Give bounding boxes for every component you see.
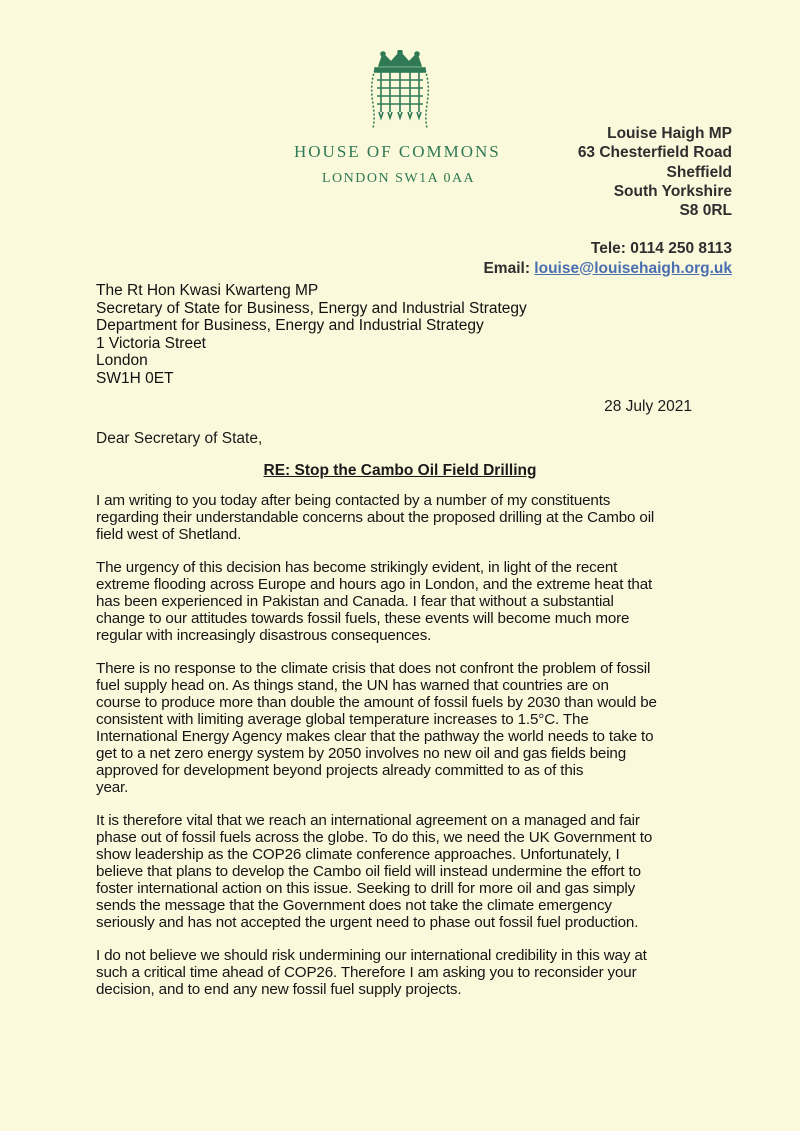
- subject-line: RE: Stop the Cambo Oil Field Drilling: [263, 462, 537, 479]
- telephone-number: 0114 250 8113: [630, 240, 732, 257]
- sender-address-line: 63 Chesterfield Road: [577, 144, 732, 162]
- body-line: fuel supply head on. As things stand, the UN has warned that countries are on: [96, 677, 609, 694]
- email-line: [483, 259, 732, 279]
- telephone-line: [483, 239, 732, 259]
- portcullis-crest-icon: [369, 50, 431, 130]
- contact-block: [483, 239, 732, 278]
- body-line: decision, and to end any new fossil fuel supply projects.: [96, 981, 462, 998]
- body-line: seriously and has not accepted the urgent need to phase out fossil fuel production.: [96, 914, 639, 931]
- body-paragraph: [96, 559, 736, 644]
- body-paragraph: [96, 947, 736, 998]
- body-paragraph: [96, 660, 736, 796]
- body-line: sends the message that the Government does not take the climate emergency: [96, 897, 612, 914]
- body-line: believe that plans to develop the Cambo oil field will instead undermine the effort to: [96, 863, 641, 880]
- body-line: regular with increasingly disastrous consequences.: [96, 627, 432, 644]
- email-link[interactable]: louise@louisehaigh.org.uk: [534, 259, 732, 277]
- body-line: The urgency of this decision has become strikingly evident, in light of the recent: [96, 559, 618, 576]
- body-line: consistent with limiting average global temperature increases to 1.5°C. The: [96, 711, 589, 728]
- body-line: regarding their understandable concerns about the proposed drilling at the Cambo oil: [96, 509, 655, 526]
- body-line: year.: [96, 779, 129, 796]
- recipient-line: Department for Business, Energy and Industrial Strategy: [96, 317, 484, 335]
- telephone-label: Tele:: [590, 240, 626, 257]
- body-paragraph: [96, 492, 736, 543]
- sender-address-line: S8 0RL: [679, 202, 732, 220]
- recipient-address: [96, 282, 527, 388]
- sender-name: Louise Haigh MP: [607, 125, 732, 142]
- body-line: get to a net zero energy system by 2050 involves no new oil and gas fields being: [96, 745, 627, 762]
- body-line: There is no response to the climate crisis that does not confront the problem of fossil: [96, 660, 651, 677]
- recipient-line: 1 Victoria Street: [96, 334, 206, 352]
- letter-body: [96, 492, 736, 1014]
- recipient-line: London: [96, 352, 148, 370]
- body-line: extreme flooding across Europe and hours ago in London, and the extreme heat that: [96, 576, 653, 593]
- email-label: Email:: [483, 259, 530, 277]
- salutation: Dear Secretary of State,: [96, 430, 263, 447]
- body-line: International Energy Agency makes clear that the pathway the world needs to take to: [96, 728, 654, 745]
- body-line: phase out of fossil fuels across the globe. To do this, we need the UK Government to: [96, 829, 653, 846]
- letterhead-organisation: HOUSE OF COMMONS: [294, 142, 501, 161]
- body-line: change to our attitudes towards fossil fuels, these events will become much more: [96, 610, 630, 627]
- body-line: foster international action on this issue. Seeking to drill for more oil and gas simply: [96, 880, 636, 897]
- body-line: It is therefore vital that we reach an international agreement on a managed and fair: [96, 812, 640, 829]
- body-line: field west of Shetland.: [96, 526, 242, 543]
- body-line: I am writing to you today after being contacted by a number of my constituents: [96, 492, 611, 509]
- body-paragraph: [96, 812, 736, 931]
- recipient-line: The Rt Hon Kwasi Kwarteng MP: [96, 282, 319, 299]
- body-line: has been experienced in Pakistan and Canada. I fear that without a substantial: [96, 593, 614, 610]
- body-line: I do not believe we should risk undermining our international credibility in this way at: [96, 947, 647, 964]
- recipient-line: SW1H 0ET: [96, 369, 174, 387]
- body-line: approved for development beyond projects already committed to as of this: [96, 762, 584, 779]
- recipient-line: Secretary of State for Business, Energy and Industrial Strategy: [96, 299, 527, 317]
- letterhead-address: LONDON SW1A 0AA: [322, 171, 476, 186]
- letter-date: 28 July 2021: [604, 398, 692, 415]
- body-line: such a critical time ahead of COP26. Therefore I am asking you to reconsider your: [96, 964, 637, 981]
- sender-block: [578, 124, 732, 220]
- body-line: course to produce more than double the amount of fossil fuels by 2030 than would be: [96, 694, 657, 711]
- body-line: show leadership as the COP26 climate conference approaches. Unfortunately, I: [96, 846, 620, 863]
- sender-address-line: Sheffield: [666, 163, 732, 181]
- sender-address-line: South Yorkshire: [613, 182, 732, 200]
